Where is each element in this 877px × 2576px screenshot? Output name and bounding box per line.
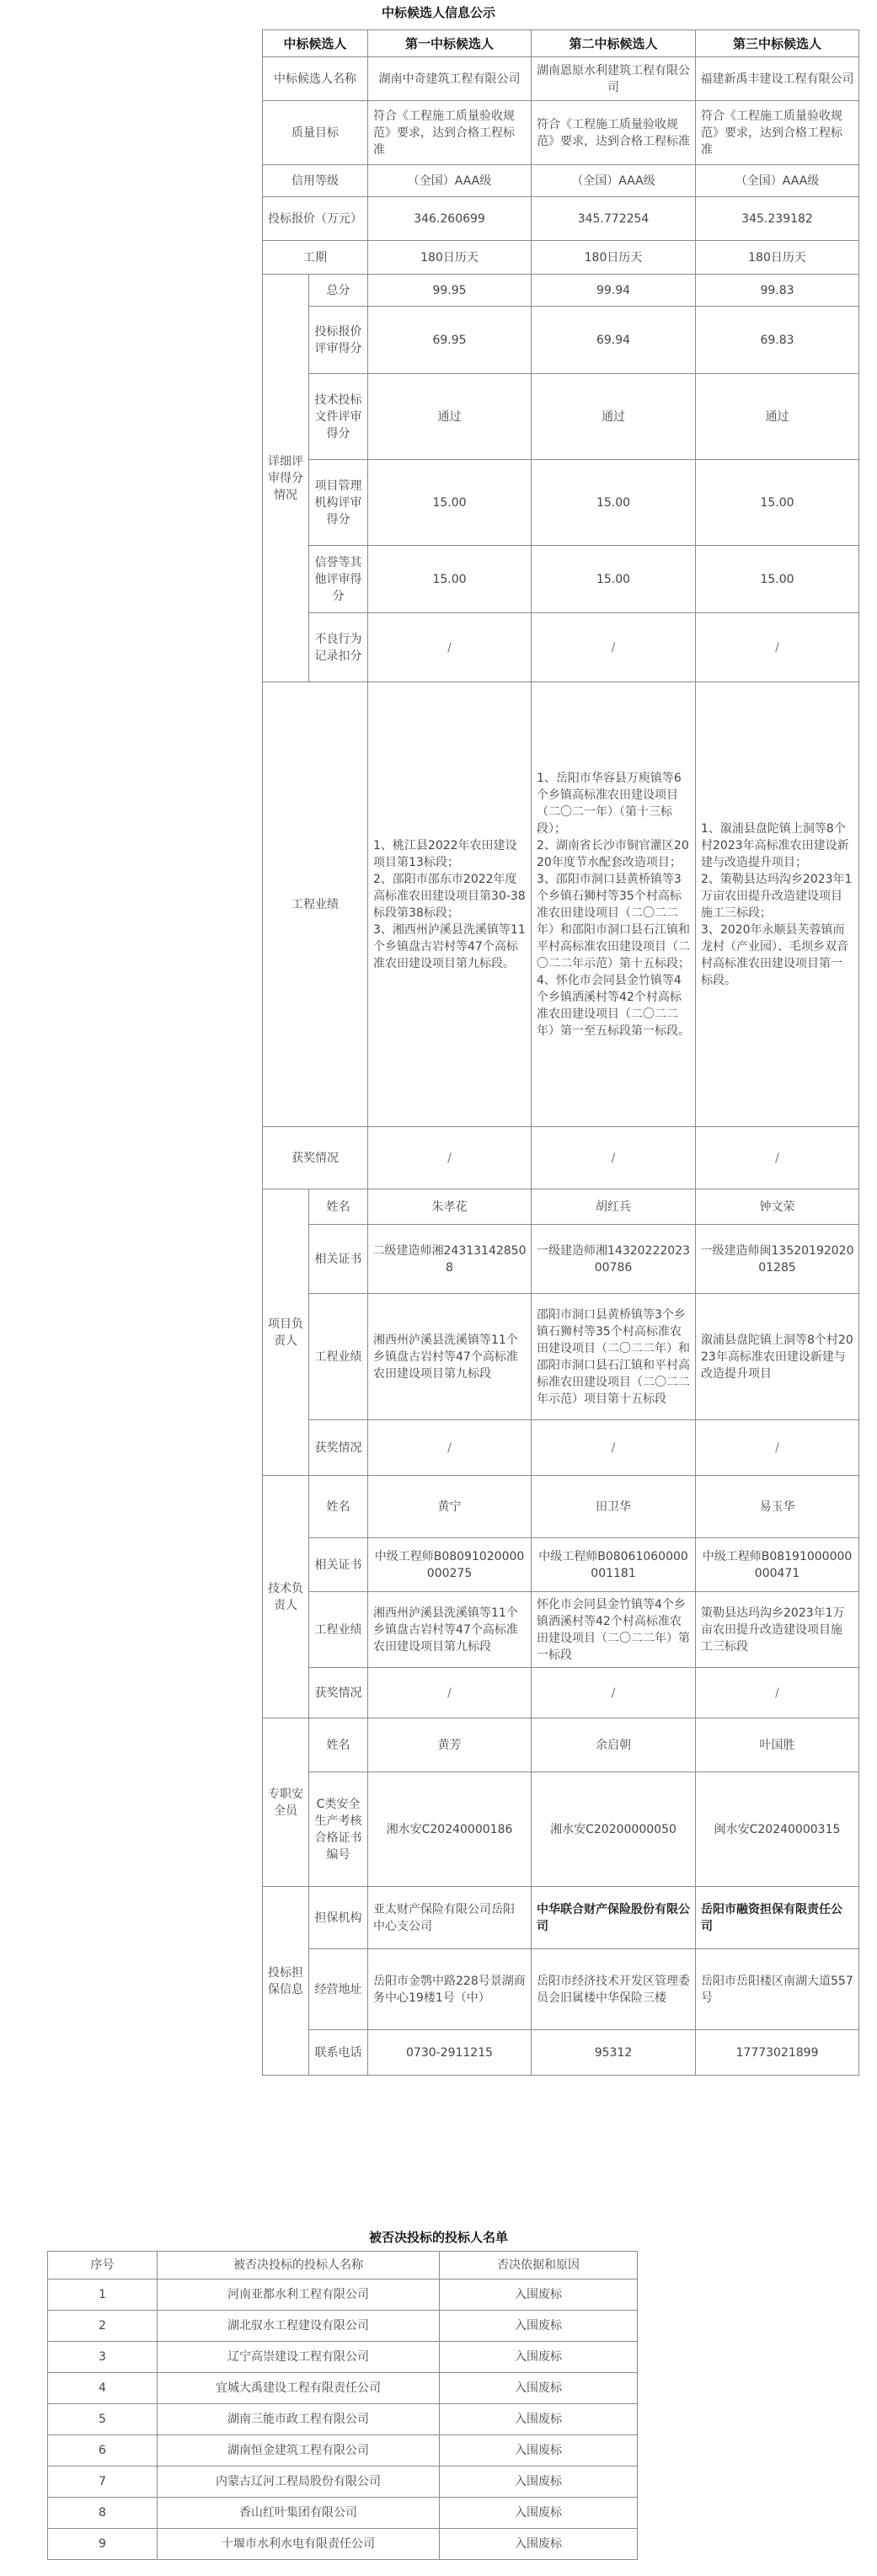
- performance-cell: 1、桃江县2022年农田建设项目第13标段； 2、邵阳市邵东市2022年度高标准农田建设项目第30-38标段第38标段； 3、湘西州泸溪县洗溪镇等11个乡镇盘古岩村等47个高标准农田建设项目第九标段。: [368, 682, 532, 1127]
- score-cell: 15.00: [532, 460, 696, 546]
- tech-performance: 怀化市会同县金竹镇等4个乡镇洒溪村等42个村高标准农田建设项目（二〇二二年）第一标段: [532, 1592, 696, 1668]
- row-number: 6: [48, 2435, 158, 2466]
- row-number: 1: [48, 2279, 158, 2311]
- performance-cell: 1、溆浦县盘陀镇上洞等8个村2023年高标准农田建设新建与改造提升项目； 2、策勒县达玛沟乡2023年1万亩农田提升改造建设项目施工三标段； 3、2020年永顺县芙蓉镇而龙村（产业园）、毛坝乡双音村高标准农田建设项目第一标段。: [696, 682, 859, 1127]
- score-cell: /: [532, 613, 696, 682]
- score-cell: 通过: [532, 374, 696, 460]
- awards-cell: /: [368, 1127, 532, 1189]
- sub-label: 工程业绩: [309, 1592, 368, 1668]
- safety-name: 余启朝: [532, 1718, 696, 1772]
- score-cell: 69.95: [368, 307, 532, 374]
- period-cell: 180日历天: [368, 241, 532, 275]
- candidate-name: 湖南恩原水利建筑工程有限公司: [532, 57, 696, 101]
- pm-name: 钟文荣: [696, 1189, 859, 1225]
- row-label: 工期: [263, 241, 368, 275]
- bidder-name: 河南亚都水利工程有限公司: [158, 2279, 440, 2311]
- pm-performance: 湘西州泸溪县洗溪镇等11个乡镇盘古岩村等47个高标准农田建设项目第九标段: [368, 1294, 532, 1420]
- bidder-name: 十堰市水利水电有限责任公司: [158, 2529, 440, 2560]
- header-cell: 第一中标候选人: [368, 30, 532, 57]
- score-cell: /: [696, 613, 859, 682]
- score-cell: 99.94: [532, 275, 696, 307]
- tech-cert: 中级工程师B08191000000000471: [696, 1538, 859, 1592]
- bidder-name: 香山红叶集团有限公司: [158, 2498, 440, 2529]
- guarantee-institution: 中华联合财产保险股份有限公司: [532, 1887, 696, 1949]
- pm-cert: 一级建造师湘1432022202300786: [532, 1225, 696, 1294]
- pm-award: /: [696, 1420, 859, 1476]
- pm-performance: 溆浦县盘陀镇上洞等8个村2023年高标准农田建设新建与改造提升项目: [696, 1294, 859, 1420]
- reject-reason: 入围废标: [440, 2435, 638, 2466]
- row-number: 9: [48, 2529, 158, 2560]
- sub-label: 经营地址: [309, 1949, 368, 2030]
- safety-name: 叶国胜: [696, 1718, 859, 1772]
- guarantee-institution: 岳阳市融资担保有限责任公司: [696, 1887, 859, 1949]
- reject-reason: 入围废标: [440, 2529, 638, 2560]
- guarantee-address: 岳阳市经济技术开发区管理委员会旧属楼中华保险三楼: [532, 1949, 696, 2030]
- sub-label: 相关证书: [309, 1225, 368, 1294]
- score-cell: 15.00: [532, 546, 696, 613]
- rejected-header: 否决依据和原因: [440, 2252, 638, 2279]
- row-label: 中标候选人名称: [263, 57, 368, 101]
- row-label: 质量目标: [263, 101, 368, 165]
- reject-reason: 入围废标: [440, 2373, 638, 2404]
- tech-name: 易玉华: [696, 1476, 859, 1538]
- row-number: 8: [48, 2498, 158, 2529]
- row-label: 获奖情况: [263, 1127, 368, 1189]
- pm-cert: 二级建造师湘243131428508: [368, 1225, 532, 1294]
- score-label: 不良行为记录扣分: [309, 613, 368, 682]
- safety-cert: 湘水安C20240000186: [368, 1772, 532, 1887]
- reject-reason: 入围废标: [440, 2342, 638, 2373]
- bidder-name: 内蒙古辽河工程局股份有限公司: [158, 2466, 440, 2498]
- safety-name: 黄芳: [368, 1718, 532, 1772]
- pm-award: /: [368, 1420, 532, 1476]
- score-cell: 99.95: [368, 275, 532, 307]
- table-row: [48, 2466, 638, 2498]
- reject-reason: 入围废标: [440, 2404, 638, 2435]
- tech-performance: 策勒县达玛沟乡2023年1万亩农田提升改造建设项目施工三标段: [696, 1592, 859, 1668]
- group-label: 项目负责人: [263, 1189, 309, 1476]
- table-row: [48, 2404, 638, 2435]
- score-cell: 通过: [368, 374, 532, 460]
- credit-cell: （全国）AAA级: [696, 165, 859, 197]
- tech-name: 田卫华: [532, 1476, 696, 1538]
- sub-label: 获奖情况: [309, 1420, 368, 1476]
- score-cell: 15.00: [696, 460, 859, 546]
- table-row: [48, 2529, 638, 2560]
- score-cell: /: [368, 613, 532, 682]
- score-cell: 15.00: [368, 460, 532, 546]
- row-label: 信用等级: [263, 165, 368, 197]
- guarantee-phone: 95312: [532, 2030, 696, 2076]
- bidder-name: 湖北驭水工程建设有限公司: [158, 2311, 440, 2342]
- score-cell: 15.00: [696, 546, 859, 613]
- credit-cell: （全国）AAA级: [368, 165, 532, 197]
- guarantee-phone: 17773021899: [696, 2030, 859, 2076]
- guarantee-address: 岳阳市金鹗中路228号景湖商务中心19楼1号（中）: [368, 1949, 532, 2030]
- table-row: [48, 2279, 638, 2311]
- candidate-name: 福建新禹丰建设工程有限公司: [696, 57, 859, 101]
- pm-cert: 一级建造师闽1352019202001285: [696, 1225, 859, 1294]
- guarantee-institution: 亚太财产保险有限公司岳阳中心支公司: [368, 1887, 532, 1949]
- bidder-name: 宜城大禹建设工程有限责任公司: [158, 2373, 440, 2404]
- period-cell: 180日历天: [696, 241, 859, 275]
- score-label: 技术投标文件评审得分: [309, 374, 368, 460]
- tech-award: /: [532, 1668, 696, 1718]
- tech-performance: 湘西州泸溪县洗溪镇等11个乡镇盘古岩村等47个高标准农田建设项目第九标段: [368, 1592, 532, 1668]
- pm-name: 胡红兵: [532, 1189, 696, 1225]
- row-number: 3: [48, 2342, 158, 2373]
- price-cell: 345.239182: [696, 197, 859, 241]
- group-label: 专职安全员: [263, 1718, 309, 1887]
- table-row: [48, 2498, 638, 2529]
- row-number: 4: [48, 2373, 158, 2404]
- tech-cert: 中级工程师B08091020000000275: [368, 1538, 532, 1592]
- header-cell: 第三中标候选人: [696, 30, 859, 57]
- candidate-table: [262, 29, 859, 2076]
- quality-cell: 符合《工程施工质量验收规范》要求，达到合格工程标准: [696, 101, 859, 165]
- sub-label: 姓名: [309, 1189, 368, 1225]
- pm-name: 朱孝花: [368, 1189, 532, 1225]
- pm-performance: 邵阳市洞口县黄桥镇等3个乡镇石狮村等35个村高标准农田建设项目（二〇二二年）和邵阳市洞口县石江镇和平村高标准农田建设项目（二〇二二年示范）项目第十五标段: [532, 1294, 696, 1420]
- tech-cert: 中级工程师B08061060000001181: [532, 1538, 696, 1592]
- sub-label: 获奖情况: [309, 1668, 368, 1718]
- tech-award: /: [696, 1668, 859, 1718]
- performance-cell: 1、岳阳市华容县万庾镇等6个乡镇高标准农田建设项目（二〇二一年）（第十三标段）； 2、湖南省长沙市铜官灌区2020年度节水配套改造项目； 3、邵阳市洞口县黄桥镇等3个乡镇石狮村等35个村高标准农田建设项目（二〇二二年）和邵阳市洞口县石江镇和平村高标准农田建设项目（二〇二二年示范）第十五标段； 4、怀化市会同县金竹镇等4个乡镇洒溪村等42个村高标准农田建设项目（二〇二二年）第一至五标段第一标段。: [532, 682, 696, 1127]
- row-number: 2: [48, 2311, 158, 2342]
- score-label: 信誉等其他评审得分: [309, 546, 368, 613]
- period-cell: 180日历天: [532, 241, 696, 275]
- header-cell: 第二中标候选人: [532, 30, 696, 57]
- score-cell: 通过: [696, 374, 859, 460]
- reject-reason: 入围废标: [440, 2311, 638, 2342]
- bidder-name: 湖南三能市政工程有限公司: [158, 2404, 440, 2435]
- safety-cert: 湘水安C20200000050: [532, 1772, 696, 1887]
- sub-label: 姓名: [309, 1718, 368, 1772]
- tech-award: /: [368, 1668, 532, 1718]
- row-label: 工程业绩: [263, 682, 368, 1127]
- page-title: 中标候选人信息公示: [381, 5, 495, 20]
- awards-cell: /: [532, 1127, 696, 1189]
- reject-reason: 入围废标: [440, 2279, 638, 2311]
- group-label: 投标担保信息: [263, 1887, 309, 2076]
- sub-label: 姓名: [309, 1476, 368, 1538]
- sub-label: 担保机构: [309, 1887, 368, 1949]
- reject-reason: 入围废标: [440, 2466, 638, 2498]
- quality-cell: 符合《工程施工质量验收规范》要求，达到合格工程标准: [368, 101, 532, 165]
- table-row: [48, 2373, 638, 2404]
- row-number: 7: [48, 2466, 158, 2498]
- price-cell: 345.772254: [532, 197, 696, 241]
- rejected-header: 序号: [48, 2252, 158, 2279]
- table-row: [48, 2435, 638, 2466]
- rejected-table: [47, 2251, 638, 2560]
- candidate-name: 湖南中奇建筑工程有限公司: [368, 57, 532, 101]
- reject-reason: 入围废标: [440, 2498, 638, 2529]
- header-cell: 中标候选人: [263, 30, 368, 57]
- score-cell: 15.00: [368, 546, 532, 613]
- tech-name: 黄宁: [368, 1476, 532, 1538]
- score-label: 投标报价评审得分: [309, 307, 368, 374]
- row-number: 5: [48, 2404, 158, 2435]
- bidder-name: 湖南恒金建筑工程有限公司: [158, 2435, 440, 2466]
- score-cell: 69.83: [696, 307, 859, 374]
- table-row: [48, 2311, 638, 2342]
- table-row: [48, 2342, 638, 2373]
- score-label: 总分: [309, 275, 368, 307]
- score-label: 项目管理机构评审得分: [309, 460, 368, 546]
- guarantee-address: 岳阳市岳阳楼区南湖大道557号: [696, 1949, 859, 2030]
- sub-label: 相关证书: [309, 1538, 368, 1592]
- rejected-title: 被否决投标的投标人名单: [368, 2230, 508, 2245]
- safety-cert: 闽水安C20240000315: [696, 1772, 859, 1887]
- rejected-header: 被否决投标的投标人名称: [158, 2252, 440, 2279]
- awards-cell: /: [696, 1127, 859, 1189]
- sub-label: 联系电话: [309, 2030, 368, 2076]
- sub-label: 工程业绩: [309, 1294, 368, 1420]
- row-label: 投标报价（万元）: [263, 197, 368, 241]
- bidder-name: 辽宁高崇建设工程有限公司: [158, 2342, 440, 2373]
- quality-cell: 符合《工程施工质量验收规范》要求，达到合格工程标准: [532, 101, 696, 165]
- group-label: 详细评审得分情况: [263, 275, 309, 682]
- pm-award: /: [532, 1420, 696, 1476]
- sub-label: C类安全生产考核合格证书编号: [309, 1772, 368, 1887]
- group-label: 技术负责人: [263, 1476, 309, 1718]
- score-cell: 69.94: [532, 307, 696, 374]
- guarantee-phone: 0730-2911215: [368, 2030, 532, 2076]
- credit-cell: （全国）AAA级: [532, 165, 696, 197]
- score-cell: 99.83: [696, 275, 859, 307]
- price-cell: 346.260699: [368, 197, 532, 241]
